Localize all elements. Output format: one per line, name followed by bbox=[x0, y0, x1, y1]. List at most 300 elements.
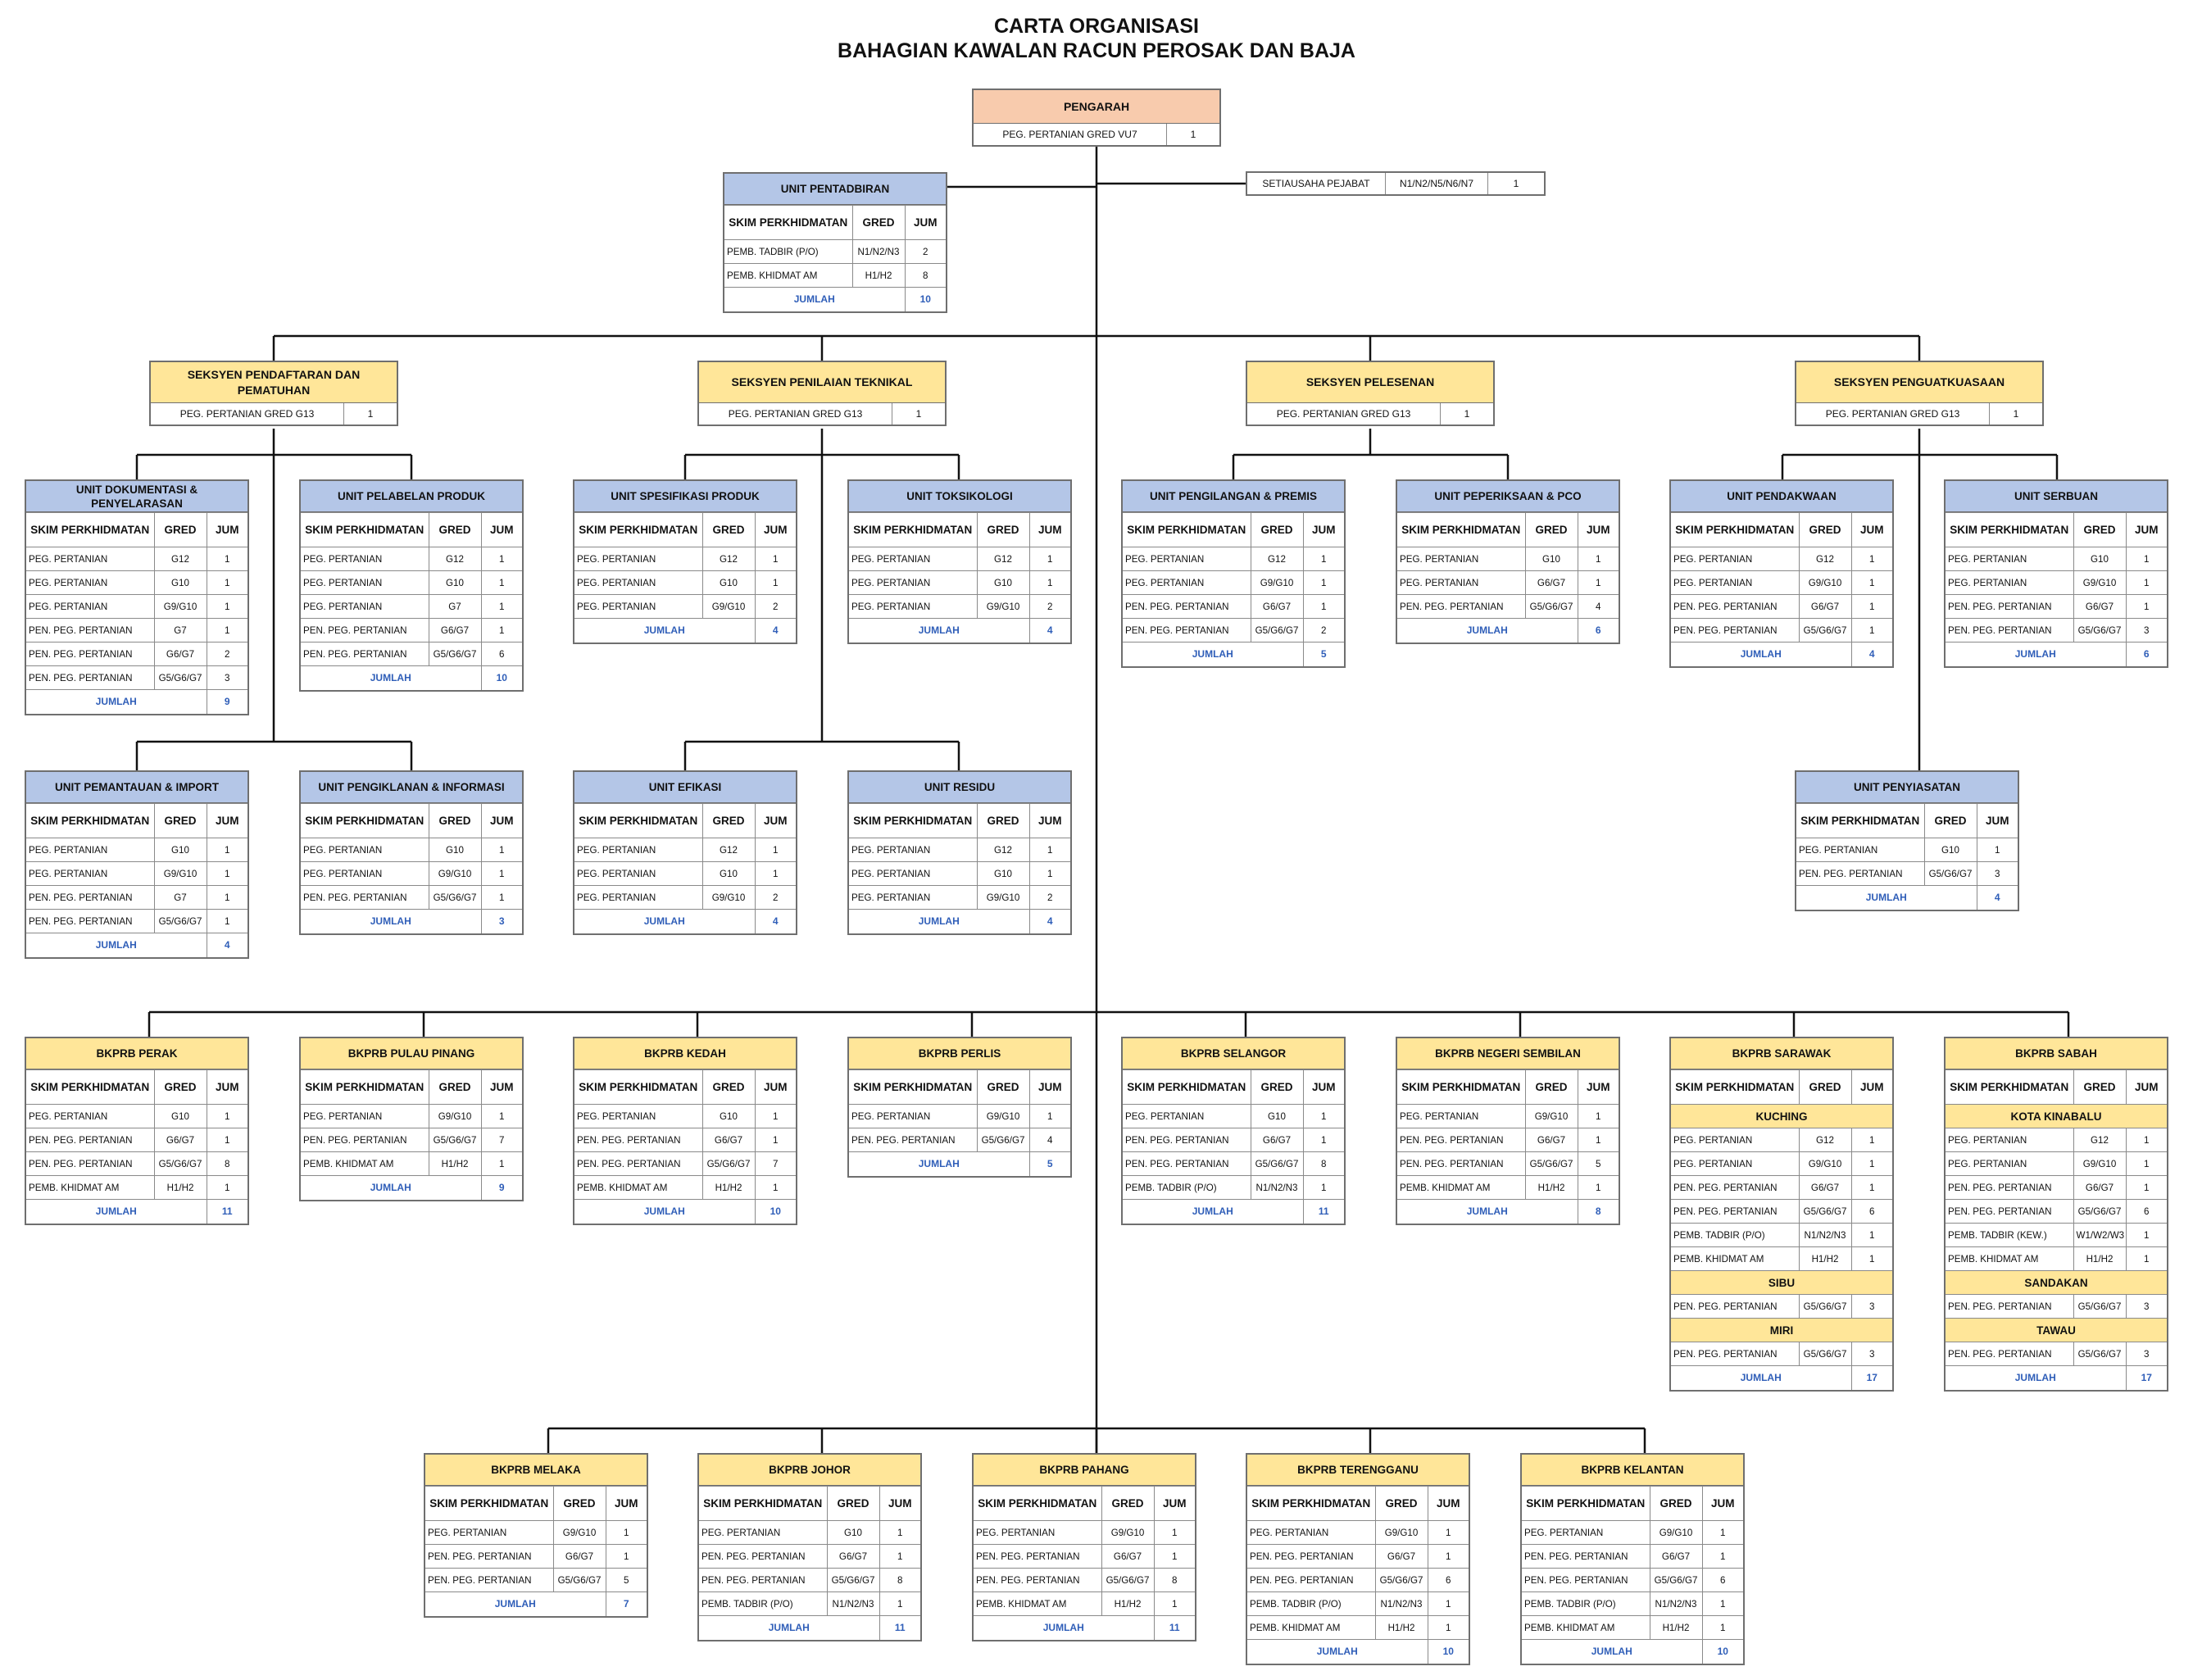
skim-cell: PEN. PEG. PERTANIAN bbox=[1522, 1569, 1650, 1592]
unit-staff-table bbox=[1796, 803, 2018, 910]
total-label: JUMLAH bbox=[26, 1200, 207, 1224]
jum-cell: 1 bbox=[481, 595, 522, 619]
gred-cell: G10 bbox=[977, 571, 1029, 595]
total-row bbox=[974, 1616, 1195, 1640]
setiausaha-post: SETIAUSAHA PEJABAT bbox=[1247, 173, 1386, 194]
state-staff-table bbox=[574, 1069, 796, 1224]
gred-cell: G6/G7 bbox=[2073, 1176, 2126, 1200]
gred-cell: G10 bbox=[1924, 838, 1977, 862]
table-row bbox=[1522, 1545, 1743, 1569]
state-title: BKPRB KELANTAN bbox=[1522, 1455, 1743, 1486]
total-row bbox=[1397, 619, 1619, 642]
gred-cell: G10 bbox=[154, 1105, 207, 1128]
skim-cell: PEG. PERTANIAN bbox=[574, 838, 702, 862]
table-row bbox=[301, 862, 522, 886]
gred-cell: G5/G6/G7 bbox=[429, 886, 481, 910]
unit-pemeriksaan bbox=[1396, 479, 1620, 644]
state-sarawak bbox=[1669, 1037, 1894, 1392]
skim-cell: PEN. PEG. PERTANIAN bbox=[301, 642, 429, 666]
state-staff-table bbox=[1397, 1069, 1619, 1224]
gred-cell: G6/G7 bbox=[1525, 571, 1578, 595]
gred-cell: G6/G7 bbox=[154, 642, 207, 666]
jum-cell: 1 bbox=[1303, 1128, 1344, 1152]
table-row bbox=[574, 571, 796, 595]
table-row bbox=[26, 838, 247, 862]
jum-cell: 1 bbox=[481, 1152, 522, 1176]
table-row bbox=[1946, 1342, 2167, 1366]
header-jum: JUM bbox=[905, 206, 946, 240]
jum-cell: 1 bbox=[755, 838, 796, 862]
header-skim: SKIM PERKHIDMATAN bbox=[425, 1487, 553, 1521]
table-row bbox=[1397, 1176, 1619, 1200]
header-row bbox=[724, 206, 946, 240]
total-value: 7 bbox=[606, 1592, 647, 1616]
skim-cell: PEG. PERTANIAN bbox=[1671, 1152, 1799, 1176]
location-label: TAWAU bbox=[1946, 1319, 2167, 1342]
skim-cell: PEG. PERTANIAN bbox=[574, 1105, 702, 1128]
skim-cell: PEN. PEG. PERTANIAN bbox=[301, 619, 429, 642]
header-gred: GRED bbox=[2073, 1070, 2126, 1105]
jum-cell: 1 bbox=[207, 547, 247, 571]
skim-cell: PEG. PERTANIAN bbox=[849, 547, 977, 571]
skim-cell: PEG. PERTANIAN bbox=[301, 1105, 429, 1128]
table-row bbox=[849, 838, 1070, 862]
skim-cell: PEN. PEG. PERTANIAN bbox=[26, 1152, 154, 1176]
table-row bbox=[574, 595, 796, 619]
state-title: BKPRB SARAWAK bbox=[1671, 1038, 1892, 1069]
skim-cell: PEG. PERTANIAN bbox=[1397, 547, 1525, 571]
total-label: JUMLAH bbox=[1522, 1640, 1702, 1664]
table-row bbox=[1397, 1128, 1619, 1152]
header-jum: JUM bbox=[481, 513, 522, 547]
header-gred: GRED bbox=[1924, 804, 1977, 838]
jum-cell: 1 bbox=[207, 886, 247, 910]
state-staff-table bbox=[699, 1486, 920, 1640]
gred-cell: G12 bbox=[977, 547, 1029, 571]
gred-cell: G12 bbox=[977, 838, 1029, 862]
state-selangor bbox=[1121, 1037, 1346, 1225]
section-post-row bbox=[1247, 403, 1493, 425]
unit-title: UNIT PENYIASATAN bbox=[1796, 772, 2018, 803]
jum-cell: 4 bbox=[1029, 1128, 1070, 1152]
skim-cell: PEG. PERTANIAN bbox=[574, 547, 702, 571]
table-row bbox=[699, 1521, 920, 1545]
total-row bbox=[26, 933, 247, 957]
gred-cell: G6/G7 bbox=[1799, 1176, 1851, 1200]
table-row bbox=[26, 1128, 247, 1152]
jum-cell: 3 bbox=[207, 666, 247, 690]
gred-cell: G9/G10 bbox=[977, 886, 1029, 910]
table-row bbox=[574, 838, 796, 862]
jum-cell: 1 bbox=[1428, 1592, 1469, 1616]
unit-staff-table bbox=[301, 803, 522, 933]
table-row bbox=[26, 666, 247, 690]
skim-cell: PEG. PERTANIAN bbox=[301, 547, 429, 571]
skim-cell: PEN. PEG. PERTANIAN bbox=[26, 619, 154, 642]
jum-cell: 1 bbox=[1851, 571, 1892, 595]
total-value: 11 bbox=[207, 1200, 247, 1224]
header-jum: JUM bbox=[1154, 1487, 1195, 1521]
director-post: PEG. PERTANIAN GRED VU7 bbox=[974, 124, 1167, 145]
gred-cell: G9/G10 bbox=[154, 595, 207, 619]
skim-cell: PEMB. TADBIR (P/O) bbox=[1522, 1592, 1650, 1616]
total-value: 4 bbox=[1029, 619, 1070, 642]
table-row bbox=[1123, 619, 1344, 642]
skim-cell: PEG. PERTANIAN bbox=[26, 547, 154, 571]
jum-cell: 3 bbox=[2126, 619, 2167, 642]
gred-cell: G9/G10 bbox=[2073, 571, 2126, 595]
gred-cell: G9/G10 bbox=[977, 595, 1029, 619]
skim-cell: PEG. PERTANIAN bbox=[1522, 1521, 1650, 1545]
header-skim: SKIM PERKHIDMATAN bbox=[26, 513, 154, 547]
table-row bbox=[574, 1152, 796, 1176]
state-melaka bbox=[424, 1453, 648, 1618]
header-row bbox=[1123, 513, 1344, 547]
jum-cell: 1 bbox=[2126, 1128, 2167, 1152]
gred-cell: G6/G7 bbox=[1251, 595, 1303, 619]
table-row bbox=[26, 886, 247, 910]
header-skim: SKIM PERKHIDMATAN bbox=[1671, 513, 1799, 547]
gred-cell: G6/G7 bbox=[702, 1128, 755, 1152]
state-pulau-pinang bbox=[299, 1037, 524, 1201]
jum-cell: 6 bbox=[481, 642, 522, 666]
section-title: SEKSYEN PENGUATKUASAAN bbox=[1796, 362, 2042, 403]
state-title: BKPRB SELANGOR bbox=[1123, 1038, 1344, 1069]
skim-cell: PEN. PEG. PERTANIAN bbox=[1123, 1128, 1251, 1152]
total-label: JUMLAH bbox=[1397, 1200, 1578, 1224]
table-row bbox=[1946, 571, 2167, 595]
unit-staff-table bbox=[1397, 512, 1619, 642]
skim-cell: PEG. PERTANIAN bbox=[574, 571, 702, 595]
skim-cell: PEN. PEG. PERTANIAN bbox=[1397, 595, 1525, 619]
jum-cell: 1 bbox=[1702, 1521, 1743, 1545]
header-row bbox=[26, 804, 247, 838]
total-row bbox=[1671, 642, 1892, 666]
table-row bbox=[974, 1545, 1195, 1569]
gred-cell: G10 bbox=[702, 1105, 755, 1128]
header-jum: JUM bbox=[606, 1487, 647, 1521]
unit-pelabelan bbox=[299, 479, 524, 692]
unit-efikasi bbox=[573, 770, 797, 935]
table-row bbox=[1946, 1176, 2167, 1200]
table-row bbox=[26, 862, 247, 886]
header-gred: GRED bbox=[1799, 513, 1851, 547]
skim-cell: PEG. PERTANIAN bbox=[849, 571, 977, 595]
gred-cell: G6/G7 bbox=[1799, 595, 1851, 619]
jum-cell: 1 bbox=[2126, 571, 2167, 595]
setiausaha-count: 1 bbox=[1513, 178, 1519, 189]
skim-cell: PEN. PEG. PERTANIAN bbox=[574, 1128, 702, 1152]
table-row bbox=[1796, 862, 2018, 886]
total-value: 10 bbox=[1428, 1640, 1469, 1664]
header-gred: GRED bbox=[2073, 513, 2126, 547]
location-label: KOTA KINABALU bbox=[1946, 1105, 2167, 1128]
total-label: JUMLAH bbox=[849, 910, 1029, 933]
section-post-row bbox=[151, 403, 397, 425]
header-skim: SKIM PERKHIDMATAN bbox=[301, 804, 429, 838]
table-row bbox=[574, 547, 796, 571]
total-value: 10 bbox=[905, 288, 946, 311]
jum-cell: 7 bbox=[481, 1128, 522, 1152]
gred-cell: H1/H2 bbox=[1101, 1592, 1154, 1616]
jum-cell: 1 bbox=[207, 1105, 247, 1128]
table-row bbox=[1671, 1295, 1892, 1319]
header-skim: SKIM PERKHIDMATAN bbox=[1397, 513, 1525, 547]
unit-staff-table bbox=[574, 512, 796, 642]
table-row bbox=[301, 1128, 522, 1152]
jum-cell: 1 bbox=[755, 1176, 796, 1200]
state-staff-table bbox=[1671, 1069, 1892, 1390]
gred-cell: G12 bbox=[1799, 1128, 1851, 1152]
header-jum: JUM bbox=[207, 804, 247, 838]
total-label: JUMLAH bbox=[574, 1200, 755, 1224]
gred-cell: G12 bbox=[429, 547, 481, 571]
total-row bbox=[574, 619, 796, 642]
gred-cell: G5/G6/G7 bbox=[1799, 1200, 1851, 1224]
table-row bbox=[1123, 1105, 1344, 1128]
gred-cell: G5/G6/G7 bbox=[1650, 1569, 1702, 1592]
skim-cell: PEN. PEG. PERTANIAN bbox=[26, 1128, 154, 1152]
jum-cell: 1 bbox=[1029, 571, 1070, 595]
skim-cell: PEN. PEG. PERTANIAN bbox=[26, 886, 154, 910]
gred-cell: G6/G7 bbox=[1375, 1545, 1428, 1569]
header-skim: SKIM PERKHIDMATAN bbox=[1946, 1070, 2073, 1105]
table-row bbox=[699, 1569, 920, 1592]
gred-cell: G12 bbox=[702, 547, 755, 571]
header-jum: JUM bbox=[207, 1070, 247, 1105]
header-row bbox=[574, 513, 796, 547]
skim-cell: PEG. PERTANIAN bbox=[849, 886, 977, 910]
section-title: SEKSYEN PENDAFTARAN DAN PEMATUHAN bbox=[151, 362, 397, 403]
header-gred: GRED bbox=[977, 513, 1029, 547]
setiausaha-box bbox=[1246, 171, 1546, 196]
table-row bbox=[1671, 1224, 1892, 1247]
skim-cell: PEN. PEG. PERTANIAN bbox=[1946, 1295, 2073, 1319]
total-row bbox=[724, 288, 946, 311]
header-row bbox=[301, 804, 522, 838]
gred-cell: H1/H2 bbox=[429, 1152, 481, 1176]
state-title: BKPRB PAHANG bbox=[974, 1455, 1195, 1486]
skim-cell: PEN. PEG. PERTANIAN bbox=[1397, 1128, 1525, 1152]
jum-cell: 2 bbox=[1029, 595, 1070, 619]
skim-cell: PEMB. KHIDMAT AM bbox=[574, 1176, 702, 1200]
skim-cell: PEG. PERTANIAN bbox=[1123, 547, 1251, 571]
total-row bbox=[301, 910, 522, 933]
jum-cell: 1 bbox=[1851, 619, 1892, 642]
gred-cell: G5/G6/G7 bbox=[2073, 619, 2126, 642]
gred-cell: G6/G7 bbox=[1251, 1128, 1303, 1152]
skim-cell: PEN. PEG. PERTANIAN bbox=[26, 666, 154, 690]
gred-cell: G6/G7 bbox=[2073, 595, 2126, 619]
table-row bbox=[26, 619, 247, 642]
jum-cell: 7 bbox=[755, 1152, 796, 1176]
jum-cell: 1 bbox=[1851, 595, 1892, 619]
jum-cell: 8 bbox=[1303, 1152, 1344, 1176]
skim-cell: PEG. PERTANIAN bbox=[1123, 571, 1251, 595]
unit-spesifikasi bbox=[573, 479, 797, 644]
jum-cell: 1 bbox=[1578, 547, 1619, 571]
header-row bbox=[849, 804, 1070, 838]
jum-cell: 2 bbox=[755, 595, 796, 619]
jum-cell: 1 bbox=[1851, 1152, 1892, 1176]
total-row bbox=[1397, 1200, 1619, 1224]
gred-cell: G5/G6/G7 bbox=[702, 1152, 755, 1176]
table-row bbox=[1522, 1592, 1743, 1616]
jum-cell: 1 bbox=[755, 862, 796, 886]
location-label: SIBU bbox=[1671, 1271, 1892, 1295]
skim-cell: PEG. PERTANIAN bbox=[425, 1521, 553, 1545]
header-jum: JUM bbox=[1303, 513, 1344, 547]
header-row bbox=[26, 1070, 247, 1105]
total-value: 4 bbox=[755, 619, 796, 642]
skim-cell: PEN. PEG. PERTANIAN bbox=[301, 886, 429, 910]
gred-cell: G10 bbox=[1251, 1105, 1303, 1128]
gred-cell: G5/G6/G7 bbox=[1799, 1295, 1851, 1319]
header-skim: SKIM PERKHIDMATAN bbox=[849, 1070, 977, 1105]
table-row bbox=[1123, 1128, 1344, 1152]
unit-residu bbox=[847, 770, 1072, 935]
header-skim: SKIM PERKHIDMATAN bbox=[574, 804, 702, 838]
unit-title: UNIT PENGILANGAN & PREMIS bbox=[1123, 481, 1344, 512]
header-jum: JUM bbox=[1029, 1070, 1070, 1105]
header-skim: SKIM PERKHIDMATAN bbox=[26, 1070, 154, 1105]
total-label: JUMLAH bbox=[301, 1176, 481, 1200]
skim-cell: PEG. PERTANIAN bbox=[1671, 547, 1799, 571]
total-label: JUMLAH bbox=[1946, 1366, 2126, 1390]
jum-cell: 1 bbox=[755, 1128, 796, 1152]
header-skim: SKIM PERKHIDMATAN bbox=[724, 206, 852, 240]
table-row bbox=[26, 547, 247, 571]
header-skim: SKIM PERKHIDMATAN bbox=[574, 513, 702, 547]
jum-cell: 4 bbox=[1578, 595, 1619, 619]
table-row bbox=[724, 264, 946, 288]
gred-cell: H1/H2 bbox=[1650, 1616, 1702, 1640]
state-title: BKPRB PULAU PINANG bbox=[301, 1038, 522, 1069]
unit-staff-table bbox=[1671, 512, 1892, 666]
skim-cell: PEN. PEG. PERTANIAN bbox=[1671, 1342, 1799, 1366]
jum-cell: 1 bbox=[481, 547, 522, 571]
total-row bbox=[1796, 886, 2018, 910]
table-row bbox=[425, 1545, 647, 1569]
jum-cell: 1 bbox=[207, 619, 247, 642]
skim-cell: PEG. PERTANIAN bbox=[849, 838, 977, 862]
total-label: JUMLAH bbox=[1671, 1366, 1851, 1390]
header-skim: SKIM PERKHIDMATAN bbox=[849, 804, 977, 838]
gred-cell: G9/G10 bbox=[154, 862, 207, 886]
header-gred: GRED bbox=[702, 513, 755, 547]
unit-title: UNIT EFIKASI bbox=[574, 772, 796, 803]
section-post-row bbox=[699, 403, 945, 425]
gred-cell: G5/G6/G7 bbox=[1251, 1152, 1303, 1176]
gred-cell: G10 bbox=[154, 838, 207, 862]
table-row bbox=[301, 1105, 522, 1128]
skim-cell: PEN. PEG. PERTANIAN bbox=[1247, 1545, 1375, 1569]
gred-cell: G9/G10 bbox=[1799, 571, 1851, 595]
total-label: JUMLAH bbox=[301, 666, 481, 690]
jum-cell: 3 bbox=[1851, 1342, 1892, 1366]
table-row bbox=[974, 1569, 1195, 1592]
header-gred: GRED bbox=[1375, 1487, 1428, 1521]
table-row bbox=[1247, 1569, 1469, 1592]
jum-cell: 1 bbox=[207, 1128, 247, 1152]
skim-cell: PEN. PEG. PERTANIAN bbox=[974, 1545, 1101, 1569]
total-value: 11 bbox=[1154, 1616, 1195, 1640]
location-row bbox=[1946, 1271, 2167, 1295]
skim-cell: PEN. PEG. PERTANIAN bbox=[1796, 862, 1924, 886]
jum-cell: 1 bbox=[1029, 838, 1070, 862]
table-row bbox=[1946, 547, 2167, 571]
skim-cell: PEG. PERTANIAN bbox=[26, 571, 154, 595]
section-post: PEG. PERTANIAN GRED G13 bbox=[151, 403, 344, 425]
jum-cell: 1 bbox=[755, 547, 796, 571]
gred-cell: G5/G6/G7 bbox=[2073, 1342, 2126, 1366]
table-row bbox=[26, 1176, 247, 1200]
header-row bbox=[699, 1487, 920, 1521]
table-row bbox=[1671, 619, 1892, 642]
table-row bbox=[849, 862, 1070, 886]
header-skim: SKIM PERKHIDMATAN bbox=[1397, 1070, 1525, 1105]
skim-cell: PEN. PEG. PERTANIAN bbox=[1946, 1200, 2073, 1224]
table-row bbox=[974, 1521, 1195, 1545]
table-row bbox=[974, 1592, 1195, 1616]
skim-cell: PEG. PERTANIAN bbox=[699, 1521, 827, 1545]
skim-cell: PEG. PERTANIAN bbox=[849, 1105, 977, 1128]
header-jum: JUM bbox=[2126, 1070, 2167, 1105]
gred-cell: G6/G7 bbox=[429, 619, 481, 642]
skim-cell: PEG. PERTANIAN bbox=[574, 595, 702, 619]
jum-cell: 1 bbox=[1977, 838, 2018, 862]
gred-cell: G10 bbox=[2073, 547, 2126, 571]
total-value: 9 bbox=[207, 690, 247, 714]
jum-cell: 1 bbox=[1702, 1616, 1743, 1640]
gred-cell: N1/N2/N3 bbox=[1251, 1176, 1303, 1200]
total-value: 10 bbox=[1702, 1640, 1743, 1664]
state-title: BKPRB JOHOR bbox=[699, 1455, 920, 1486]
skim-cell: PEMB. KHIDMAT AM bbox=[301, 1152, 429, 1176]
table-row bbox=[1946, 619, 2167, 642]
state-title: BKPRB NEGERI SEMBILAN bbox=[1397, 1038, 1619, 1069]
location-row bbox=[1671, 1319, 1892, 1342]
state-terengganu bbox=[1246, 1453, 1470, 1665]
skim-cell: PEG. PERTANIAN bbox=[1397, 1105, 1525, 1128]
table-row bbox=[1522, 1569, 1743, 1592]
gred-cell: G5/G6/G7 bbox=[1799, 1342, 1851, 1366]
total-value: 9 bbox=[481, 1176, 522, 1200]
skim-cell: PEN. PEG. PERTANIAN bbox=[425, 1569, 553, 1592]
jum-cell: 1 bbox=[1029, 1105, 1070, 1128]
table-row bbox=[1946, 1295, 2167, 1319]
gred-cell: G10 bbox=[977, 862, 1029, 886]
table-row bbox=[1946, 1152, 2167, 1176]
unit-staff-table bbox=[301, 512, 522, 690]
jum-cell: 1 bbox=[1303, 571, 1344, 595]
jum-cell: 1 bbox=[207, 595, 247, 619]
jum-cell: 1 bbox=[1851, 1176, 1892, 1200]
total-row bbox=[699, 1616, 920, 1640]
header-row bbox=[574, 804, 796, 838]
skim-cell: PEMB. TADBIR (P/O) bbox=[1671, 1224, 1799, 1247]
skim-cell: PEG. PERTANIAN bbox=[301, 595, 429, 619]
skim-cell: PEN. PEG. PERTANIAN bbox=[1671, 1176, 1799, 1200]
jum-cell: 1 bbox=[1851, 547, 1892, 571]
section-count: 1 bbox=[1464, 408, 1470, 420]
table-row bbox=[1247, 1616, 1469, 1640]
header-gred: GRED bbox=[1650, 1487, 1702, 1521]
total-label: JUMLAH bbox=[1397, 619, 1578, 642]
skim-cell: PEMB. KHIDMAT AM bbox=[1397, 1176, 1525, 1200]
section-post: PEG. PERTANIAN GRED G13 bbox=[1247, 403, 1441, 425]
jum-cell: 1 bbox=[755, 571, 796, 595]
